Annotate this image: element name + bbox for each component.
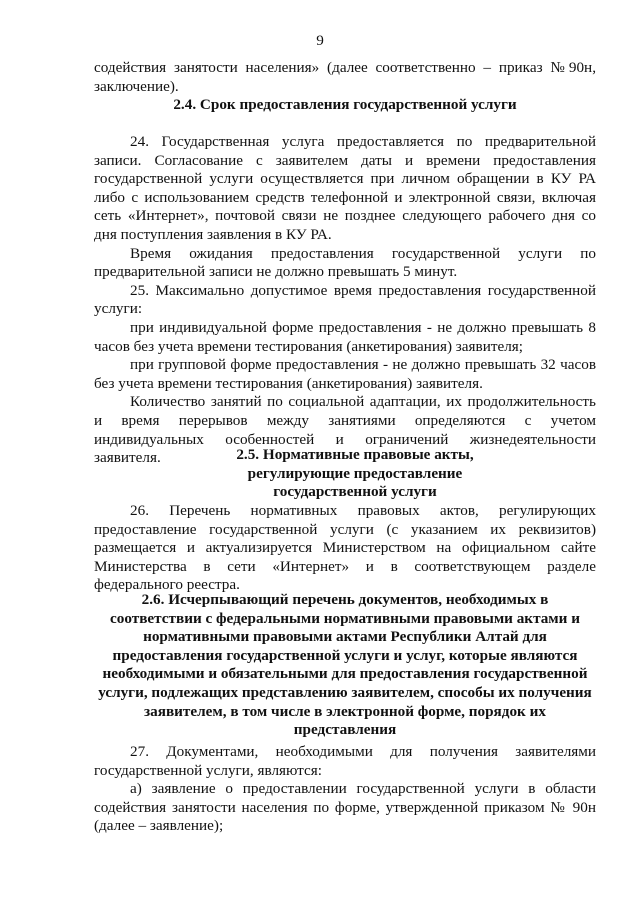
paragraph-25: 25. Максимально допустимое время предоставления государственной услуги: [94,281,596,318]
paragraph-27: 27. Документами, необходимыми для получения заявителями государственной услуги, являются: [94,743,596,779]
paragraph-25-lessons: Количество занятий по социальной адаптации, их продолжительность и время перерывов между занятиями определяются с учетом индивидуальных особенностей и ограничений жизнедеятельности заявителя. [94,393,596,467]
paragraph-24: 24. Государственная услуга предоставляется по предварительной записи. Согласование с заявителем даты и времени предоставления государственной услуги осуществляется при личном обращении в КУ РА либо с использованием средств телефонной и электронной связи, включая сеть «Интернет», почтовой связи не позднее следующего рабочего дня со дня поступления заявления в КУ РА. [94,133,596,243]
paragraph-25-individual: при индивидуальной форме предоставления - не должно превышать 8 часов без учета времени тестирования (анкетирования) заявителя; [94,318,596,355]
section-2-5-heading: 2.5. Нормативные правовые акты, регулирующие предоставление государственной услуги [236,446,474,501]
section-2-6-heading: 2.6. Исчерпывающий перечень документов, необходимых в соответствии с федеральными нормативными правовыми актами и нормативными правовыми актами Республики Алтай для предоставления государственной услуги и услуг, которые являются необходимыми и обязательными для предоставления государственной услуги, подлежащих представлению заявителем, способы их получения заявителем, в том числе в электронной форме, порядок их представления [98,591,592,739]
paragraph-27-a: а) заявление о предоставлении государственной услуги в области содействия занятости населения по форме, утвержденной приказом № 90н (далее – заявление); [94,780,596,835]
section-24-text [94,133,596,468]
intro-paragraph: содействия занятости населения» (далее соответственно – приказ №90н, заключение). [94,59,596,95]
paragraph-26: 26. Перечень нормативных правовых актов, регулирующих предоставление государственной услуги (с указанием их реквизитов) размещается и актуализируется Министерством на официальном сайте Министерства в сети «Интернет» и в соответствующем разделе федерального реестра. [94,502,596,594]
page-number: 9 [316,32,324,49]
section-27-text [94,743,596,836]
paragraph-24-wait-time: Время ожидания предоставления государственной услуги по предварительной записи не должно превышать 5 минут. [94,244,596,281]
paragraph-25-group: при групповой форме предоставления - не должно превышать 32 часов без учета времени тестирования (анкетирования) заявителя. [94,356,596,392]
section-2-4-heading: 2.4. Срок предоставления государственной услуги [173,96,517,113]
